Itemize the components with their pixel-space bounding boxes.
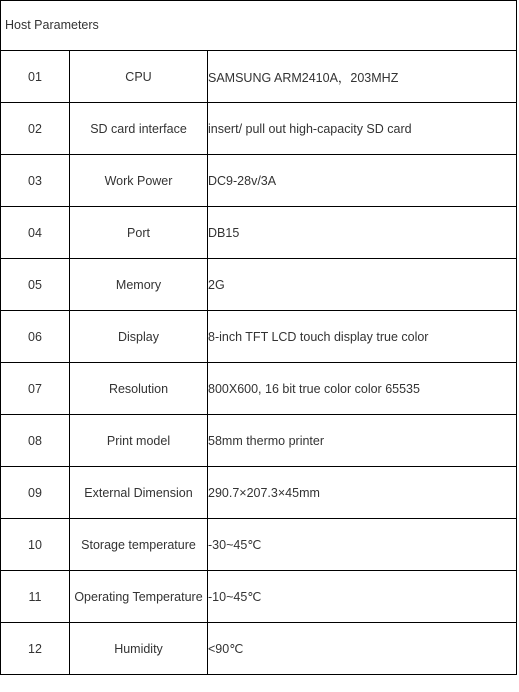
page-title: Host Parameters <box>5 18 99 32</box>
row-number: 04 <box>1 207 70 259</box>
parameter-name: Port <box>70 207 208 259</box>
table-row <box>1 571 517 623</box>
parameter-value: SAMSUNG ARM2410A，203MHZ <box>208 51 517 103</box>
parameter-name: Memory <box>70 259 208 311</box>
row-number: 07 <box>1 363 70 415</box>
row-number: 08 <box>1 415 70 467</box>
table-row <box>1 51 517 103</box>
row-number: 03 <box>1 155 70 207</box>
table-row <box>1 623 517 675</box>
parameter-name: Display <box>70 311 208 363</box>
parameter-value: <90℃ <box>208 623 517 675</box>
table-row <box>1 415 517 467</box>
row-number: 11 <box>1 571 70 623</box>
parameter-value: DC9-28v/3A <box>208 155 517 207</box>
parameter-name: Resolution <box>70 363 208 415</box>
parameter-name: External Dimension <box>70 467 208 519</box>
parameter-value: insert/ pull out high-capacity SD card <box>208 103 517 155</box>
parameter-value: 290.7×207.3×45mm <box>208 467 517 519</box>
table-row <box>1 467 517 519</box>
parameter-value: -30~45℃ <box>208 519 517 571</box>
parameter-name: CPU <box>70 51 208 103</box>
parameter-name: Print model <box>70 415 208 467</box>
parameter-name: Humidity <box>70 623 208 675</box>
row-number: 12 <box>1 623 70 675</box>
table-row <box>1 103 517 155</box>
row-number: 05 <box>1 259 70 311</box>
table-row <box>1 363 517 415</box>
parameter-name: Work Power <box>70 155 208 207</box>
parameter-value: 8-inch TFT LCD touch display true color <box>208 311 517 363</box>
table-row <box>1 155 517 207</box>
row-number: 10 <box>1 519 70 571</box>
table-row <box>1 519 517 571</box>
parameter-name: Operating Temperature <box>70 571 208 623</box>
parameter-value: 800X600, 16 bit true color color 65535 <box>208 363 517 415</box>
parameter-value: DB15 <box>208 207 517 259</box>
table-row <box>1 259 517 311</box>
parameter-value: 2G <box>208 259 517 311</box>
row-number: 01 <box>1 51 70 103</box>
row-number: 09 <box>1 467 70 519</box>
table-row <box>1 311 517 363</box>
parameter-value: 58mm thermo printer <box>208 415 517 467</box>
parameter-name: SD card interface <box>70 103 208 155</box>
parameter-value: -10~45℃ <box>208 571 517 623</box>
parameters-table <box>0 50 517 675</box>
row-number: 06 <box>1 311 70 363</box>
parameter-name: Storage temperature <box>70 519 208 571</box>
table-header <box>0 0 517 50</box>
table-row <box>1 207 517 259</box>
row-number: 02 <box>1 103 70 155</box>
